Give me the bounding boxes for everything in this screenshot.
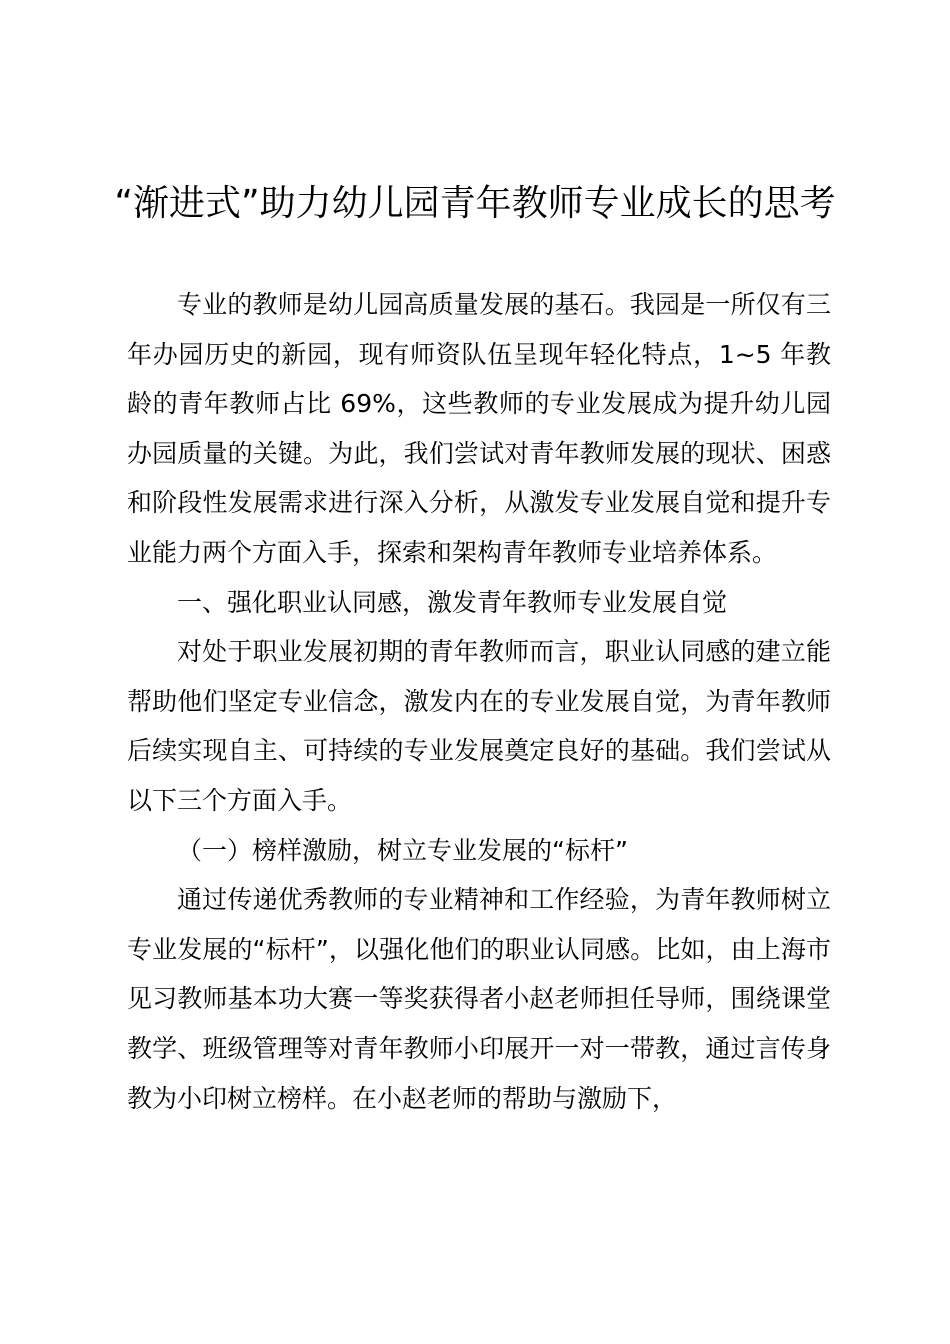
document-title: “渐进式”助力幼儿园青年教师专业成长的思考 xyxy=(114,183,836,224)
document-body xyxy=(127,280,831,1123)
intro-paragraph: 专业的教师是幼儿园高质量发展的基石。我园是一所仅有三年办园历史的新园，现有师资队伍呈现年轻化特点，1~5 年教龄的青年教师占比 69%，这些教师的专业发展成为提升幼儿园办园质量的关键。为此，我们尝试对青年教师发展的现状、困惑和阶段性发展需求进行深入分析，从激发专业发展自觉和提升专业能力两个方面入手，探索和架构青年教师专业培养体系。 xyxy=(127,290,831,567)
subsection-paragraph: 通过传递优秀教师的专业精神和工作经验，为青年教师树立专业发展的“标杆”，以强化他们的职业认同感。比如，由上海市见习教师基本功大赛一等奖获得者小赵老师担任导师，围绕课堂教学、班级管理等对青年教师小印展开一对一带教，通过言传身教为小印树立榜样。在小赵老师的帮助与激励下， xyxy=(127,885,831,1113)
section-paragraph: 对处于职业发展初期的青年教师而言，职业认同感的建立能帮助他们坚定专业信念，激发内在的专业发展自觉，为青年教师后续实现自主、可持续的专业发展奠定良好的基础。我们尝试从以下三个方面入手。 xyxy=(127,637,831,815)
section-heading: 一、强化职业认同感，激发青年教师专业发展自觉 xyxy=(177,587,728,617)
subsection-heading: （一）榜样激励，树立专业发展的“标杆” xyxy=(177,835,628,865)
